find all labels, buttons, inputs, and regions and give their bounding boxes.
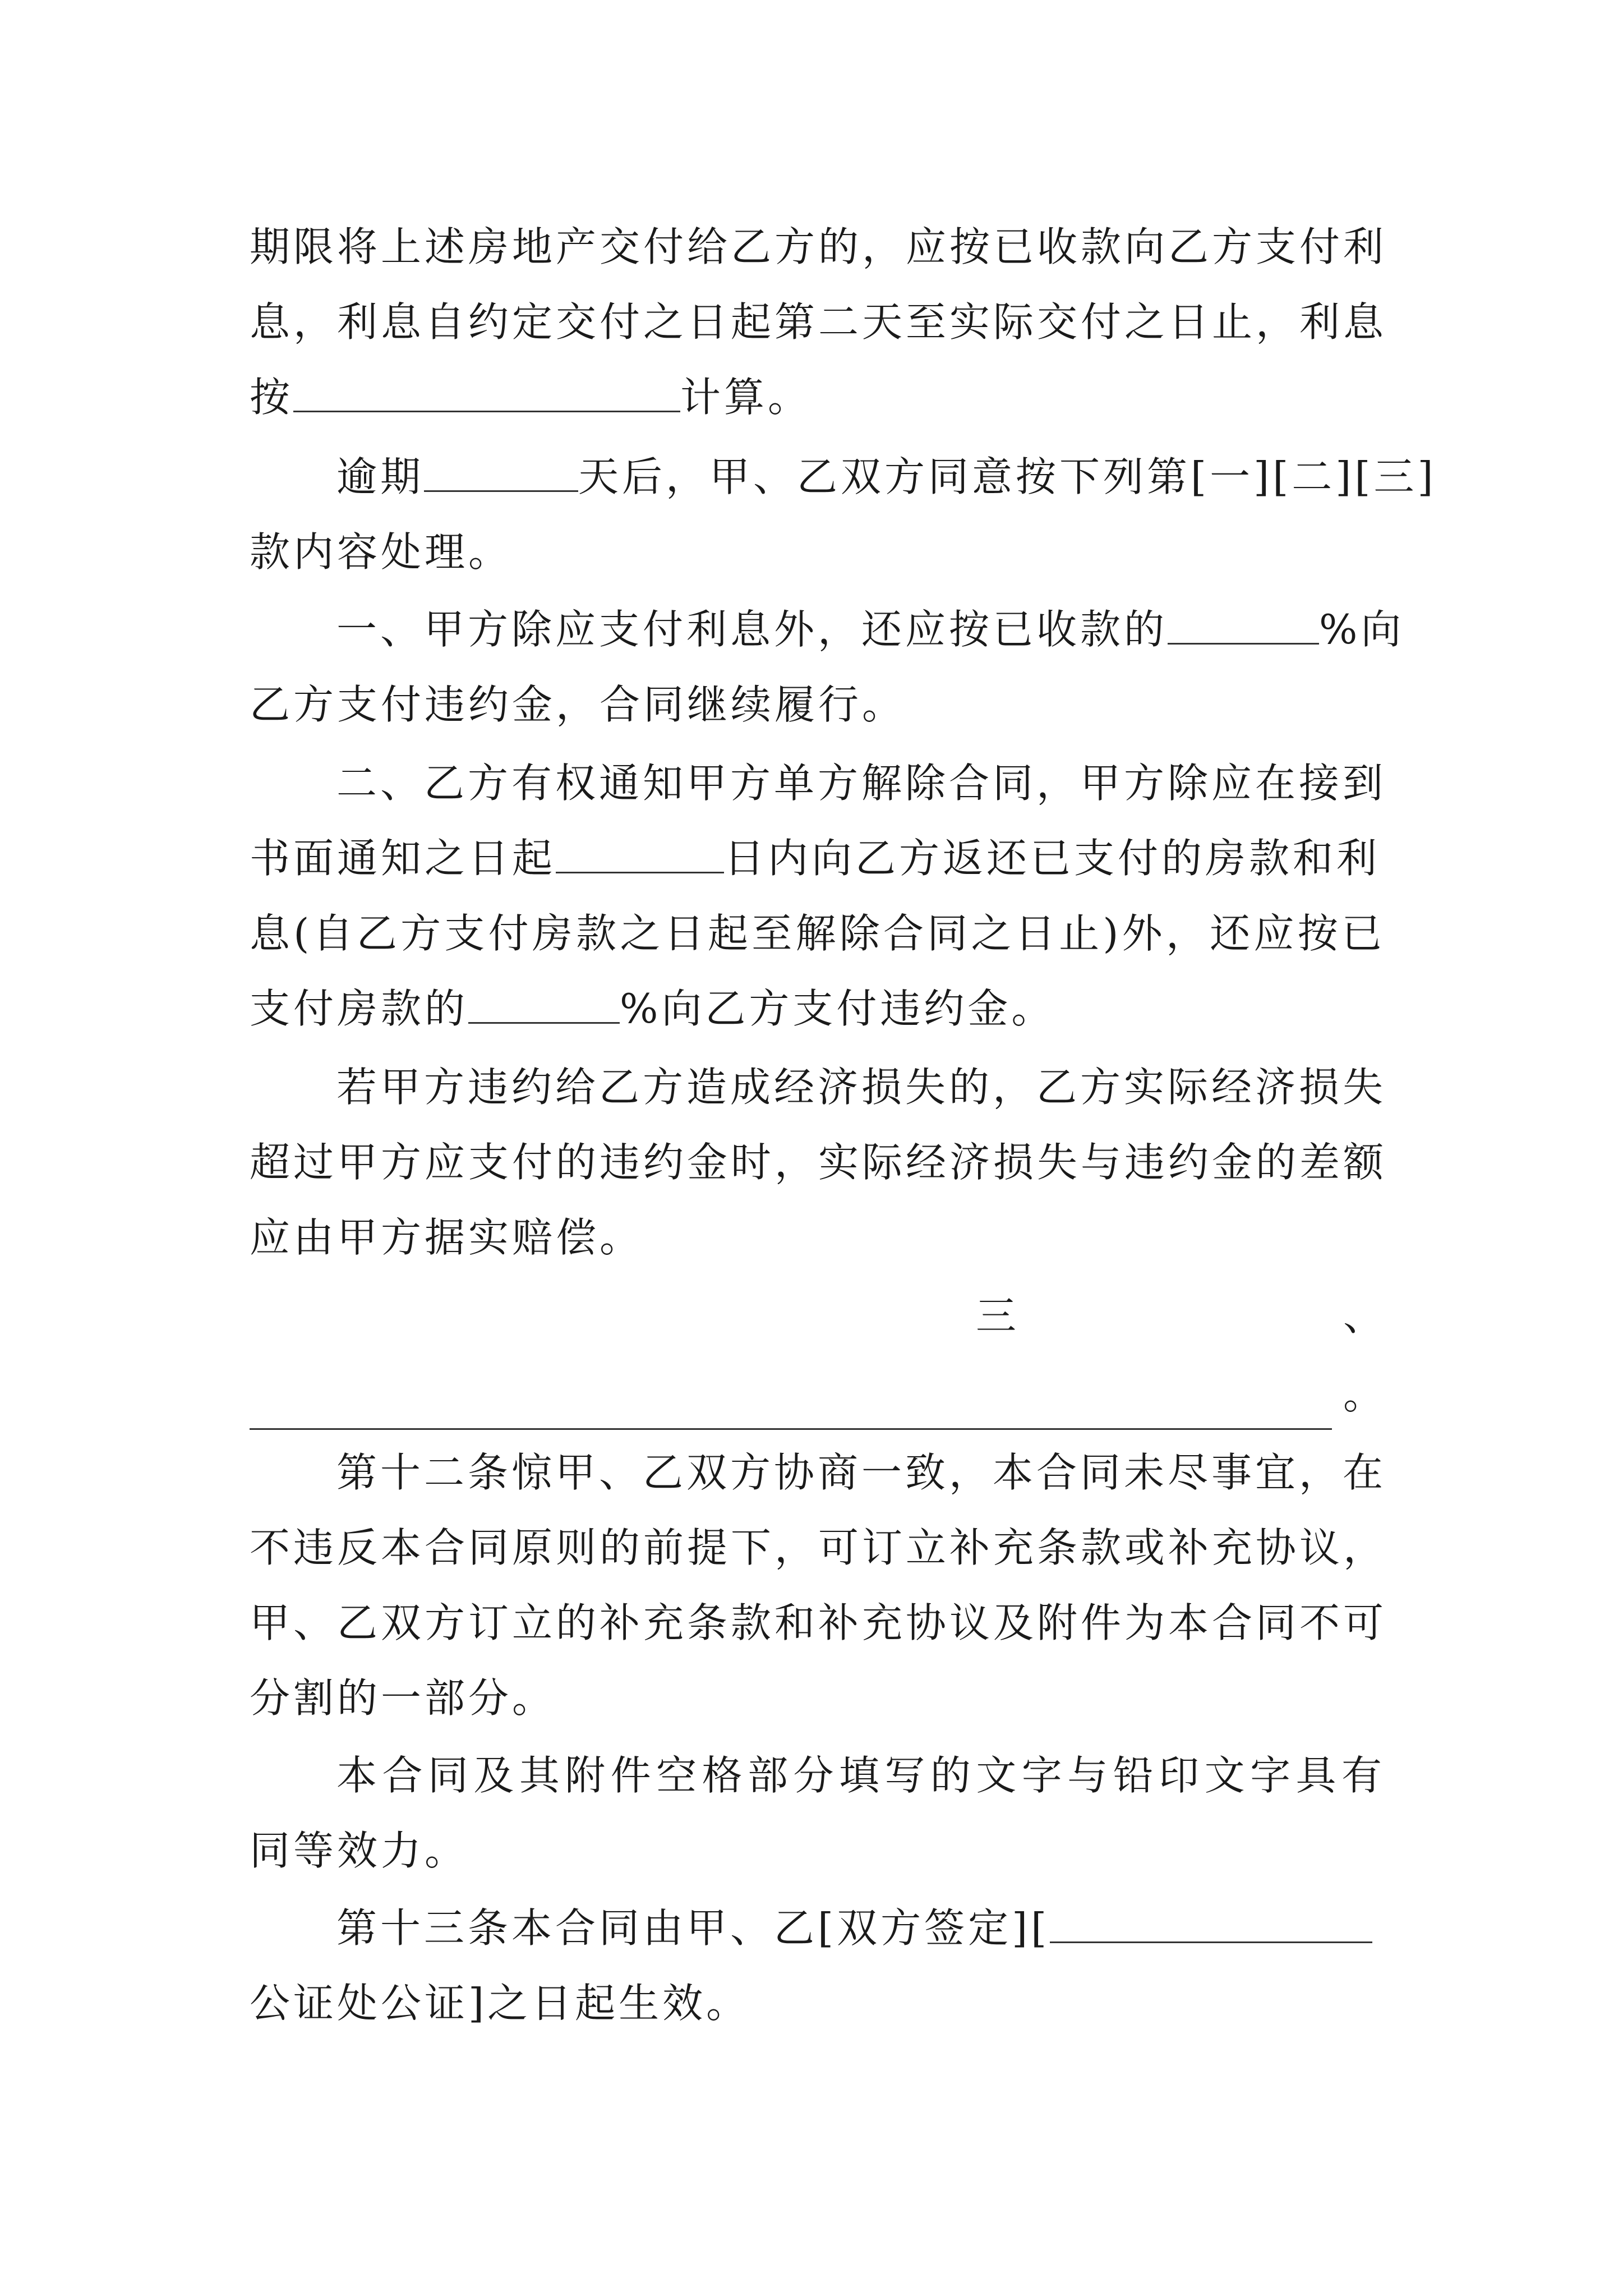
item-three-comma: 、 (1343, 1292, 1384, 1340)
text-line (336, 1889, 1385, 1967)
text-line: 公证处公证]之日起生效。 (250, 1980, 750, 2027)
text-span: 书面通知之日起 (250, 835, 556, 882)
text-span: 日内向乙方返还已支付的房款和利 (724, 835, 1381, 882)
text-span: 天后，甲、乙双方同意按下列第[一][二][三] (578, 453, 1437, 500)
text-line (336, 438, 1437, 516)
text-line: 应由甲方据实赔偿。 (250, 1214, 644, 1261)
text-span: 一、甲方除应支付利息外，还应按已收款的 (336, 606, 1168, 653)
item-three-label: 三 (976, 1292, 1017, 1340)
blank-item-three (250, 1428, 1332, 1430)
text-line (336, 590, 1405, 669)
text-span: 逾期 (336, 453, 425, 500)
text-line: 本合同及其附件空格部分填写的文字与铅印文字具有 (336, 1752, 1385, 1799)
text-line (250, 358, 1385, 436)
text-span: %向 (1319, 606, 1405, 653)
text-line: 二、乙方有权通知甲方单方解除合同，甲方除应在接到 (336, 760, 1387, 807)
blank-notary-office (1050, 1897, 1372, 1943)
text-span: 第十三条本合同由甲、乙[双方签定][ (336, 1904, 1050, 1952)
blank-overdue-days (424, 445, 578, 492)
text-line: 分割的一部分。 (250, 1674, 556, 1722)
text-line (250, 969, 1385, 1048)
text-line: 息(自乙方支付房款之日起至解除合同之日止)外，还应按已 (250, 910, 1385, 957)
text-line: 超过甲方应支付的违约金时，实际经济损失与违约金的差额 (250, 1139, 1387, 1186)
text-line: 款内容处理。 (250, 528, 513, 576)
blank-penalty-percent (1168, 598, 1319, 645)
text-line: 乙方支付违约金，合同继续履行。 (250, 681, 906, 728)
blank-paid-percent (468, 977, 620, 1024)
blank-interest-calculation (293, 366, 680, 412)
text-span: 支付房款的 (250, 985, 469, 1032)
text-line: 同等效力。 (250, 1827, 469, 1874)
text-line: 第十二条惊甲、乙双方协商一致，本合同未尽事宜，在 (336, 1449, 1387, 1496)
text-span: 计算。 (680, 374, 812, 421)
text-span: %向乙方支付违约金。 (620, 985, 1055, 1032)
text-line (250, 819, 1385, 898)
text-line: 若甲方违约给乙方造成经济损失的，乙方实际经济损失 (336, 1064, 1387, 1111)
text-line: 不违反本合同原则的前提下，可订立补充条款或补充协议， (250, 1524, 1387, 1571)
text-line: 期限将上述房地产交付给乙方的，应按已收款向乙方支付利 (250, 223, 1387, 270)
item-three-period: 。 (1343, 1371, 1384, 1418)
text-line: 甲、乙双方订立的补充条款和补充协议及附件为本合同不可 (250, 1599, 1387, 1646)
text-span: 按 (250, 374, 294, 421)
blank-refund-days (556, 827, 724, 873)
text-line: 息，利息自约定交付之日起第二天至实际交付之日止，利息 (250, 298, 1387, 346)
